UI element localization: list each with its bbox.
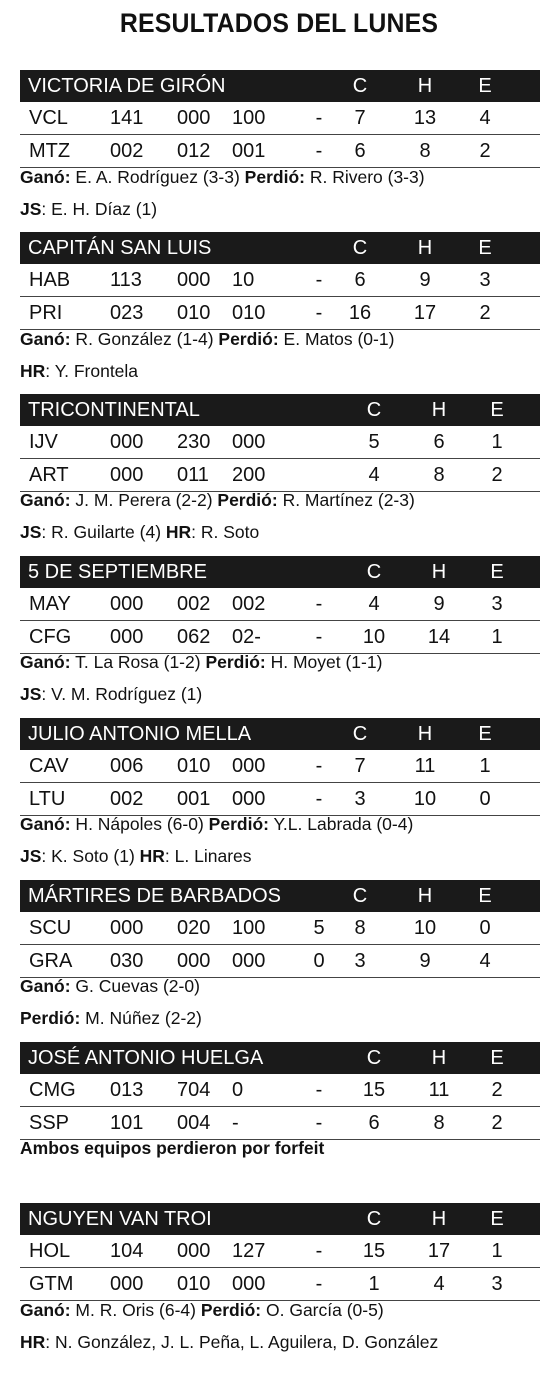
runs: 7 (354, 107, 366, 129)
errors: 4 (479, 107, 491, 129)
hits: 11 (414, 755, 436, 777)
team-row (20, 459, 540, 492)
note-text: E. Matos (0-1) (278, 329, 395, 349)
column-header-h: H (417, 75, 433, 97)
team-name: SSP (29, 1112, 70, 1134)
innings-1-3: 013 (110, 1079, 144, 1101)
runs: 4 (368, 464, 380, 486)
extra-innings: - (315, 269, 323, 291)
team-name: VCL (29, 107, 68, 129)
note-label: Perdió: (218, 329, 279, 349)
innings-1-3: 000 (110, 626, 144, 648)
note-label: Ganó: (20, 490, 71, 510)
venue-name: TRICONTINENTAL (28, 399, 200, 421)
column-header-c: C (366, 1208, 382, 1230)
extra-innings: 5 (313, 917, 325, 939)
innings-7-9: 127 (232, 1240, 266, 1262)
errors: 1 (479, 755, 491, 777)
team-name: HAB (29, 269, 71, 291)
pitching-note (20, 1332, 438, 1353)
extra-innings: - (315, 593, 323, 615)
pitching-note (20, 199, 157, 220)
note-label: Perdió: (208, 814, 269, 834)
game-header (20, 1203, 540, 1235)
team-name: MTZ (29, 140, 71, 162)
errors: 3 (479, 269, 491, 291)
game-box (20, 1203, 540, 1301)
errors: 0 (479, 917, 491, 939)
errors: 1 (491, 1240, 503, 1262)
pitching-note (20, 1300, 384, 1321)
hits: 10 (413, 917, 437, 939)
note-label: Ganó: (20, 652, 71, 672)
game-header (20, 232, 540, 264)
runs: 5 (368, 431, 380, 453)
column-header-c: C (352, 885, 368, 907)
pitching-note (20, 684, 202, 705)
team-row (20, 297, 540, 330)
pitching-note (20, 490, 415, 511)
team-row (20, 102, 540, 135)
note-text: H. Moyet (1-1) (265, 652, 383, 672)
hits: 6 (433, 431, 445, 453)
runs: 6 (354, 140, 366, 162)
column-header-h: H (431, 1208, 447, 1230)
team-row (20, 783, 540, 816)
runs: 3 (354, 788, 366, 810)
note-text: M. R. Oris (6-4) (70, 1300, 201, 1320)
game-header (20, 556, 540, 588)
innings-4-6: 010 (177, 755, 211, 777)
team-name: ART (29, 464, 69, 486)
errors: 2 (491, 1112, 503, 1134)
team-row (20, 945, 540, 978)
note-text: H. Nápoles (6-0) (70, 814, 209, 834)
hits: 13 (413, 107, 437, 129)
game-header (20, 1042, 540, 1074)
innings-7-9: - (232, 1112, 239, 1134)
runs: 16 (348, 302, 372, 324)
pitching-note (20, 361, 138, 382)
note-label: HR (20, 1332, 46, 1352)
hits: 8 (433, 1112, 445, 1134)
team-row (20, 750, 540, 783)
column-header-c: C (366, 1047, 382, 1069)
team-name: LTU (29, 788, 66, 810)
hits: 8 (433, 464, 445, 486)
pitching-note (20, 652, 382, 673)
pitching-note (20, 814, 413, 835)
note-text: R. Rivero (3-3) (304, 167, 425, 187)
game-header (20, 718, 540, 750)
team-row (20, 264, 540, 297)
innings-1-3: 101 (110, 1112, 144, 1134)
game-header (20, 70, 540, 102)
note-label: HR (165, 522, 192, 542)
extra-innings: - (315, 626, 323, 648)
column-header-e: E (478, 885, 492, 907)
extra-innings: - (315, 1079, 323, 1101)
note-text: M. Núñez (2-2) (80, 1008, 202, 1028)
runs: 15 (362, 1079, 386, 1101)
note-label: JS (20, 684, 42, 704)
column-header-e: E (478, 237, 492, 259)
pitching-note (20, 522, 259, 543)
note-label: Perdió: (200, 1300, 262, 1320)
innings-7-9: 10 (232, 269, 255, 291)
team-row (20, 426, 540, 459)
innings-4-6: 062 (177, 626, 211, 648)
note-text: : E. H. Díaz (1) (41, 199, 158, 219)
runs: 3 (354, 950, 366, 972)
page-title: RESULTADOS DEL LUNES (119, 8, 439, 38)
innings-4-6: 010 (177, 1273, 211, 1295)
innings-1-3: 023 (110, 302, 144, 324)
team-name: HOL (29, 1240, 71, 1262)
errors: 3 (491, 1273, 503, 1295)
note-label: Ganó: (20, 167, 71, 187)
team-name: GTM (29, 1273, 74, 1295)
column-header-h: H (431, 1047, 447, 1069)
innings-1-3: 141 (110, 107, 144, 129)
pitching-note (20, 976, 200, 997)
column-header-e: E (490, 399, 504, 421)
runs: 15 (362, 1240, 386, 1262)
extra-innings: - (315, 1273, 323, 1295)
innings-7-9: 000 (232, 431, 266, 453)
runs: 1 (368, 1273, 380, 1295)
column-header-e: E (490, 1208, 504, 1230)
innings-1-3: 113 (110, 269, 142, 291)
runs: 4 (368, 593, 380, 615)
pitching-note (20, 846, 252, 867)
team-row (20, 1235, 540, 1268)
game-header (20, 880, 540, 912)
innings-1-3: 030 (110, 950, 144, 972)
note-text: : R. Soto (191, 522, 260, 542)
extra-innings: - (315, 107, 323, 129)
innings-7-9: 001 (232, 140, 266, 162)
note-text: Y.L. Labrada (0-4) (268, 814, 414, 834)
innings-4-6: 002 (177, 593, 211, 615)
note-label: HR (139, 846, 165, 866)
game-box (20, 232, 540, 330)
team-row (20, 1074, 540, 1107)
extra-innings: - (315, 302, 323, 324)
game-box (20, 718, 540, 816)
innings-4-6: 000 (177, 950, 211, 972)
pitching-note (20, 329, 394, 350)
game-box (20, 70, 540, 168)
innings-7-9: 002 (232, 593, 266, 615)
hits: 11 (428, 1079, 450, 1101)
note-text: : L. Linares (164, 846, 252, 866)
note-text: J. M. Perera (2-2) (70, 490, 218, 510)
innings-1-3: 000 (110, 431, 144, 453)
note-text: R. Martínez (2-3) (277, 490, 415, 510)
innings-7-9: 200 (232, 464, 266, 486)
hits: 9 (433, 593, 445, 615)
extra-innings: 0 (313, 950, 325, 972)
hits: 9 (419, 269, 431, 291)
note-label: Perdió: (217, 490, 278, 510)
innings-7-9: 010 (232, 302, 266, 324)
note-text: T. La Rosa (1-2) (70, 652, 206, 672)
team-name: CAV (29, 755, 69, 777)
hits: 9 (419, 950, 431, 972)
innings-4-6: 000 (177, 107, 211, 129)
runs: 6 (354, 269, 366, 291)
team-row (20, 1268, 540, 1301)
innings-4-6: 000 (177, 269, 211, 291)
team-name: SCU (29, 917, 72, 939)
team-name: PRI (29, 302, 63, 324)
hits: 4 (433, 1273, 445, 1295)
column-header-c: C (352, 75, 368, 97)
extra-innings: - (315, 1112, 323, 1134)
runs: 10 (362, 626, 386, 648)
innings-7-9: 000 (232, 1273, 266, 1295)
note-label: JS (20, 846, 42, 866)
innings-1-3: 002 (110, 140, 144, 162)
note-text: O. García (0-5) (261, 1300, 384, 1320)
innings-1-3: 000 (110, 917, 144, 939)
note-text: : N. González, J. L. Peña, L. Aguilera, D. González (45, 1332, 439, 1352)
innings-1-3: 000 (110, 1273, 144, 1295)
errors: 2 (479, 302, 491, 324)
runs: 8 (354, 917, 366, 939)
innings-7-9: 000 (232, 950, 266, 972)
innings-7-9: 0 (232, 1079, 244, 1101)
note-text: E. A. Rodríguez (3-3) (70, 167, 245, 187)
errors: 4 (479, 950, 491, 972)
team-row (20, 1107, 540, 1140)
column-header-e: E (478, 75, 492, 97)
hits: 14 (427, 626, 451, 648)
note-text: : Y. Frontela (45, 361, 139, 381)
venue-name: JOSÉ ANTONIO HUELGA (28, 1047, 264, 1069)
extra-innings: - (315, 788, 323, 810)
errors: 2 (491, 1079, 503, 1101)
innings-7-9: 000 (232, 755, 266, 777)
note-text: G. Cuevas (2-0) (70, 976, 200, 996)
game-box (20, 556, 540, 654)
runs: 6 (368, 1112, 380, 1134)
team-row (20, 621, 540, 654)
venue-name: CAPITÁN SAN LUIS (28, 237, 212, 259)
note-label: Perdió: (244, 167, 305, 187)
column-header-h: H (417, 237, 433, 259)
column-header-h: H (431, 399, 447, 421)
forfeit-note: Ambos equipos perdieron por forfeit (20, 1138, 325, 1158)
note-text: : R. Guilarte (4) (41, 522, 166, 542)
extra-innings: - (315, 1240, 323, 1262)
innings-7-9: 000 (232, 788, 266, 810)
note-label: JS (20, 522, 42, 542)
note-label: HR (20, 361, 46, 381)
game-box (20, 1042, 540, 1140)
errors: 1 (491, 431, 503, 453)
note-label: Perdió: (20, 1008, 81, 1028)
errors: 2 (491, 464, 503, 486)
team-row (20, 135, 540, 168)
errors: 0 (479, 788, 491, 810)
innings-1-3: 104 (110, 1240, 144, 1262)
innings-4-6: 011 (177, 464, 209, 486)
column-header-e: E (490, 1047, 504, 1069)
note-label: Ganó: (20, 976, 71, 996)
column-header-c: C (352, 237, 368, 259)
venue-name: MÁRTIRES DE BARBADOS (28, 885, 282, 907)
team-name: GRA (29, 950, 73, 972)
innings-1-3: 000 (110, 593, 144, 615)
errors: 3 (491, 593, 503, 615)
note-label: Perdió: (205, 652, 266, 672)
team-name: CFG (29, 626, 72, 648)
pitching-note (20, 167, 425, 188)
innings-4-6: 230 (177, 431, 211, 453)
team-name: MAY (29, 593, 71, 615)
column-header-c: C (366, 561, 382, 583)
column-header-h: H (417, 723, 433, 745)
runs: 7 (354, 755, 366, 777)
innings-7-9: 02- (232, 626, 261, 648)
column-header-c: C (352, 723, 368, 745)
innings-4-6: 020 (177, 917, 211, 939)
venue-name: JULIO ANTONIO MELLA (28, 723, 252, 745)
innings-4-6: 004 (177, 1112, 211, 1134)
venue-name: VICTORIA DE GIRÓN (28, 75, 226, 97)
game-box (20, 394, 540, 492)
innings-4-6: 012 (177, 140, 211, 162)
hits: 17 (427, 1240, 451, 1262)
innings-1-3: 000 (110, 464, 144, 486)
innings-4-6: 000 (177, 1240, 211, 1262)
game-box (20, 880, 540, 978)
column-header-e: E (478, 723, 492, 745)
note-label: Ganó: (20, 329, 71, 349)
note-text: R. González (1-4) (70, 329, 219, 349)
note-label: JS (20, 199, 42, 219)
column-header-h: H (431, 561, 447, 583)
venue-name: NGUYEN VAN TROI (28, 1208, 212, 1230)
extra-innings: - (315, 140, 323, 162)
team-row (20, 912, 540, 945)
team-name: CMG (29, 1079, 76, 1101)
column-header-h: H (417, 885, 433, 907)
innings-1-3: 006 (110, 755, 144, 777)
innings-7-9: 100 (232, 107, 266, 129)
hits: 8 (419, 140, 431, 162)
note-label: Ganó: (20, 814, 71, 834)
innings-4-6: 001 (177, 788, 211, 810)
hits: 17 (413, 302, 437, 324)
note-text: : V. M. Rodríguez (1) (41, 684, 203, 704)
team-name: IJV (29, 431, 58, 453)
note-text: : K. Soto (1) (41, 846, 140, 866)
column-header-c: C (366, 399, 382, 421)
team-row (20, 588, 540, 621)
extra-innings: - (315, 755, 323, 777)
pitching-note (20, 1008, 202, 1029)
innings-7-9: 100 (232, 917, 266, 939)
note-label: Ganó: (20, 1300, 71, 1320)
hits: 10 (413, 788, 437, 810)
column-header-e: E (490, 561, 504, 583)
innings-1-3: 002 (110, 788, 144, 810)
innings-4-6: 010 (177, 302, 211, 324)
game-header (20, 394, 540, 426)
venue-name: 5 DE SEPTIEMBRE (28, 561, 207, 583)
errors: 1 (491, 626, 503, 648)
innings-4-6: 704 (177, 1079, 211, 1101)
errors: 2 (479, 140, 491, 162)
